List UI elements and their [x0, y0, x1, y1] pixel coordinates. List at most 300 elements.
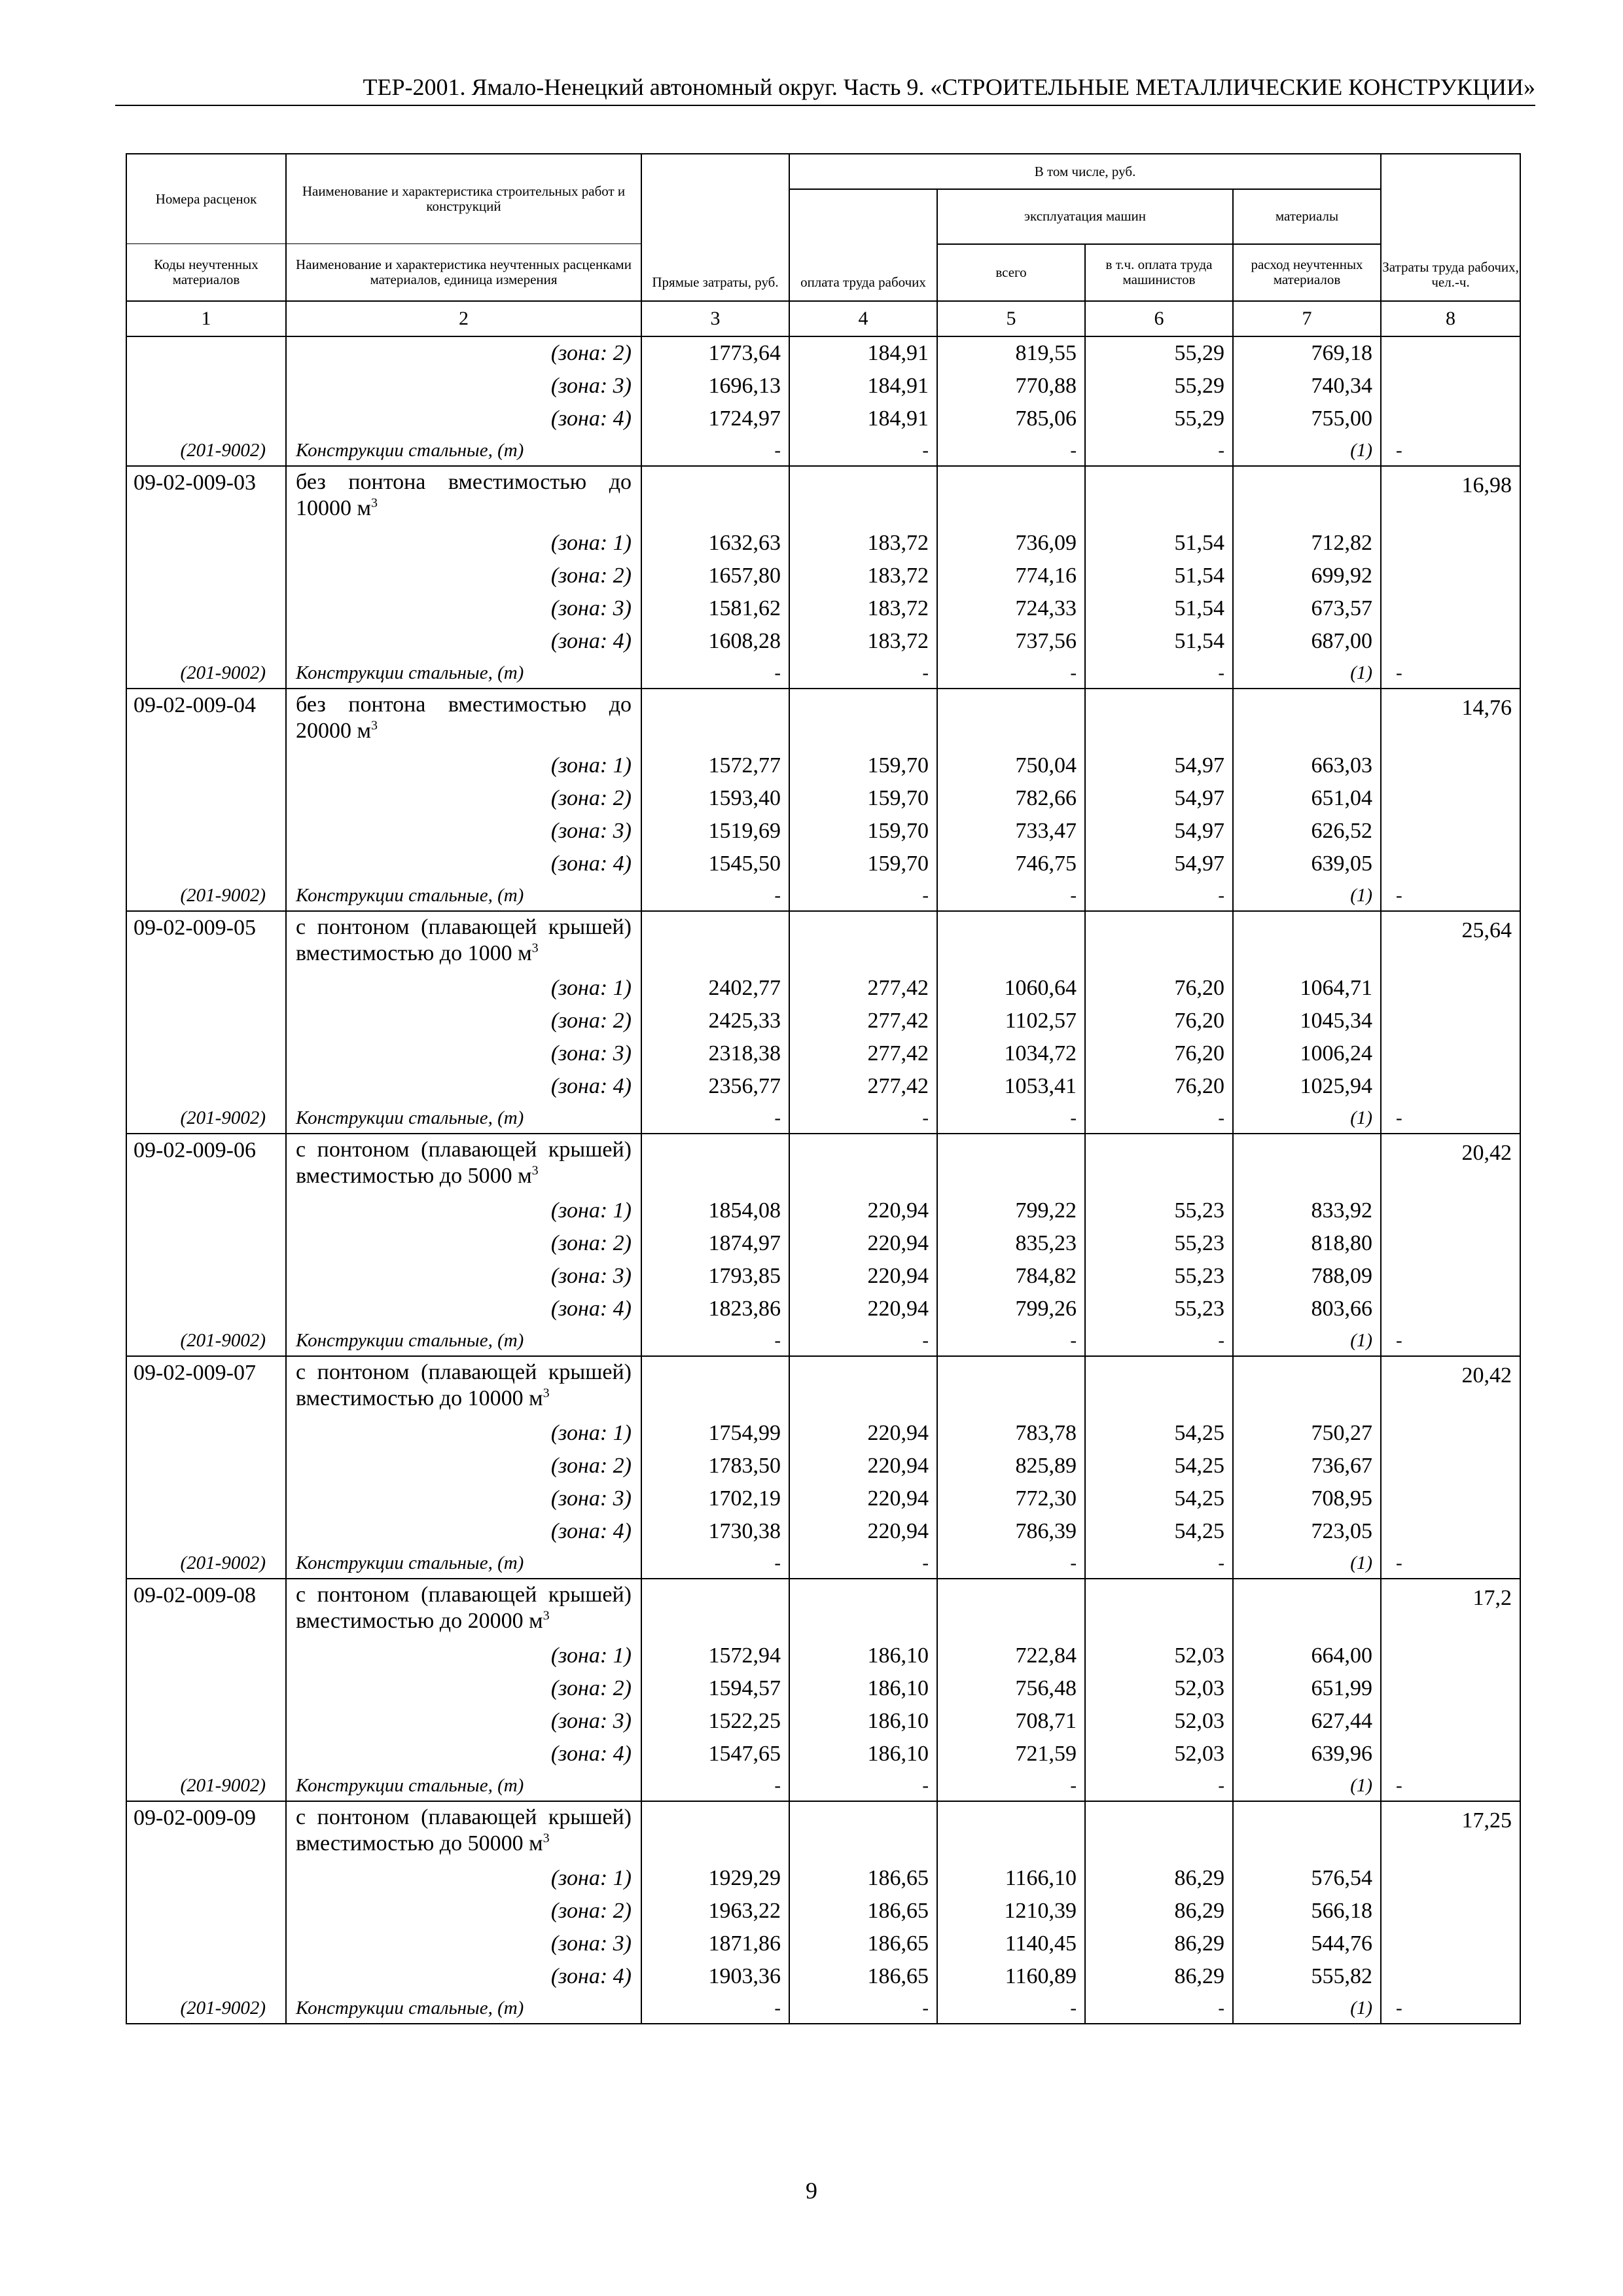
value-cell: 184,91 — [789, 336, 937, 370]
empty-cell — [126, 749, 286, 782]
empty-cell — [1381, 1672, 1520, 1705]
empty-cell — [1381, 1417, 1520, 1450]
empty-cell — [1381, 1705, 1520, 1738]
value-cell: 788,09 — [1233, 1260, 1381, 1293]
empty-cell — [1381, 527, 1520, 560]
value-cell: 784,82 — [937, 1260, 1085, 1293]
value-cell: 1102,57 — [937, 1005, 1085, 1037]
col-number: 2 — [286, 301, 641, 336]
dash-cell: - — [641, 435, 789, 466]
rate-description-text: без понтона вместимостью до 10000 м — [296, 470, 632, 520]
empty-cell — [937, 1801, 1085, 1862]
value-cell: 2356,77 — [641, 1070, 789, 1103]
value-cell: 651,99 — [1233, 1672, 1381, 1705]
dash-cell: - — [937, 658, 1085, 689]
value-cell: 1593,40 — [641, 782, 789, 815]
value-cell: 736,67 — [1233, 1450, 1381, 1482]
empty-cell — [641, 1134, 789, 1194]
value-cell: 1632,63 — [641, 527, 789, 560]
col-number: 6 — [1085, 301, 1233, 336]
col7-heading: расход неучтенных материалов — [1233, 244, 1381, 302]
value-cell: 1053,41 — [937, 1070, 1085, 1103]
col6-heading: в т.ч. оплата труда машинистов — [1085, 244, 1233, 302]
empty-cell — [1381, 1640, 1520, 1672]
empty-cell — [126, 527, 286, 560]
value-cell: 555,82 — [1233, 1960, 1381, 1993]
zone-label: (зона: 2) — [286, 1895, 641, 1928]
dash-cell: - — [789, 435, 937, 466]
dash-cell: - — [937, 880, 1085, 911]
zone-row — [126, 1037, 1520, 1070]
value-cell: 52,03 — [1085, 1640, 1233, 1672]
value-cell: 755,00 — [1233, 403, 1381, 435]
value-cell: 1854,08 — [641, 1194, 789, 1227]
material-name: Конструкции стальные, (т) — [286, 658, 641, 689]
value-cell: 1522,25 — [641, 1705, 789, 1738]
value-cell: 277,42 — [789, 1037, 937, 1070]
rate-title-row — [126, 1134, 1520, 1194]
col1-bottom-heading: Коды неучтенных материалов — [126, 244, 286, 302]
value-cell: 825,89 — [937, 1450, 1085, 1482]
zone-row — [126, 560, 1520, 592]
value-cell: 1783,50 — [641, 1450, 789, 1482]
dash-cell: - — [641, 1770, 789, 1801]
value-cell: 722,84 — [937, 1640, 1085, 1672]
value-cell: 566,18 — [1233, 1895, 1381, 1928]
zone-label: (зона: 4) — [286, 1738, 641, 1770]
value-cell: 186,65 — [789, 1928, 937, 1960]
empty-cell — [1381, 782, 1520, 815]
zone-label: (зона: 3) — [286, 1928, 641, 1960]
material-code: (201-9002) — [126, 435, 286, 466]
empty-cell — [1085, 1356, 1233, 1417]
value-cell: 799,22 — [937, 1194, 1085, 1227]
empty-cell — [1381, 1293, 1520, 1325]
zone-row — [126, 972, 1520, 1005]
value-cell: 1034,72 — [937, 1037, 1085, 1070]
value-cell: 576,54 — [1233, 1862, 1381, 1895]
empty-cell — [1381, 1194, 1520, 1227]
running-header: ТЕР-2001. Ямало-Ненецкий автономный округ. Часть 9. «СТРОИТЕЛЬНЫЕ МЕТАЛЛИЧЕСКИЕ КОНСТРУКЦИИ» — [363, 74, 1535, 100]
empty-cell — [1085, 1134, 1233, 1194]
zone-row — [126, 1672, 1520, 1705]
empty-cell — [1381, 336, 1520, 370]
empty-cell — [126, 1194, 286, 1227]
value-cell: 740,34 — [1233, 370, 1381, 403]
value-cell: 1547,65 — [641, 1738, 789, 1770]
value-cell: 186,10 — [789, 1640, 937, 1672]
zone-label: (зона: 4) — [286, 1960, 641, 1993]
empty-cell — [126, 1293, 286, 1325]
value-cell: 51,54 — [1085, 592, 1233, 625]
empty-cell — [1381, 592, 1520, 625]
value-cell: 750,27 — [1233, 1417, 1381, 1450]
value-cell: 1608,28 — [641, 625, 789, 658]
dash-cell: - — [789, 1770, 937, 1801]
dash-cell: - — [789, 1103, 937, 1134]
material-row — [126, 1993, 1520, 2024]
empty-cell — [641, 911, 789, 972]
empty-cell — [1085, 911, 1233, 972]
empty-cell — [126, 1738, 286, 1770]
value-cell: 1874,97 — [641, 1227, 789, 1260]
value-cell: 1929,29 — [641, 1862, 789, 1895]
value-cell: 277,42 — [789, 1070, 937, 1103]
empty-cell — [1381, 1482, 1520, 1515]
value-cell: 756,48 — [937, 1672, 1085, 1705]
value-cell: 1060,64 — [937, 972, 1085, 1005]
value-cell: 183,72 — [789, 527, 937, 560]
zone-label: (зона: 2) — [286, 1672, 641, 1705]
value-cell: 723,05 — [1233, 1515, 1381, 1548]
zone-label: (зона: 1) — [286, 1862, 641, 1895]
empty-cell — [641, 466, 789, 527]
value-cell: 1754,99 — [641, 1417, 789, 1450]
zone-row — [126, 1960, 1520, 1993]
value-cell: 663,03 — [1233, 749, 1381, 782]
material-name: Конструкции стальные, (т) — [286, 1325, 641, 1356]
zone-row — [126, 1515, 1520, 1548]
value-cell: 1823,86 — [641, 1293, 789, 1325]
rate-code: 09-02-009-04 — [126, 689, 286, 749]
value-cell: 76,20 — [1085, 972, 1233, 1005]
rate-title-row — [126, 1801, 1520, 1862]
dash-cell: - — [1085, 1993, 1233, 2024]
value-cell: 220,94 — [789, 1260, 937, 1293]
value-cell: 708,71 — [937, 1705, 1085, 1738]
empty-cell — [126, 1482, 286, 1515]
value-cell: 1594,57 — [641, 1672, 789, 1705]
empty-cell — [126, 1640, 286, 1672]
dash-cell: - — [937, 1993, 1085, 2024]
value-cell: 750,04 — [937, 749, 1085, 782]
zone-label: (зона: 2) — [286, 1227, 641, 1260]
rate-description — [286, 689, 641, 749]
value-cell: 1696,13 — [641, 370, 789, 403]
material-row — [126, 658, 1520, 689]
dash-cell: - — [1381, 1770, 1520, 1801]
value-cell: 1773,64 — [641, 336, 789, 370]
material-code: (201-9002) — [126, 1548, 286, 1579]
value-cell: 708,95 — [1233, 1482, 1381, 1515]
dash-cell: - — [789, 1993, 937, 2024]
rate-description-text: с понтоном (плавающей крышей) вместимостью до 1000 м — [296, 915, 632, 965]
empty-cell — [1381, 1227, 1520, 1260]
labor-cost: 17,25 — [1381, 1801, 1520, 1862]
value-cell: 2425,33 — [641, 1005, 789, 1037]
value-cell: 639,05 — [1233, 848, 1381, 880]
zone-row — [126, 1293, 1520, 1325]
dash-cell: - — [641, 658, 789, 689]
empty-cell — [126, 1862, 286, 1895]
empty-cell — [126, 1070, 286, 1103]
col2-top-heading: Наименование и характеристика строительных работ и конструкций — [286, 154, 641, 244]
value-cell: 626,52 — [1233, 815, 1381, 848]
rate-description — [286, 1356, 641, 1417]
rate-code: 09-02-009-06 — [126, 1134, 286, 1194]
zone-row — [126, 1260, 1520, 1293]
value-cell: 186,65 — [789, 1862, 937, 1895]
dash-cell: - — [1085, 880, 1233, 911]
value-cell: 54,97 — [1085, 848, 1233, 880]
empty-cell — [126, 1260, 286, 1293]
value-cell: 51,54 — [1085, 527, 1233, 560]
value-cell: 712,82 — [1233, 527, 1381, 560]
zone-row — [126, 592, 1520, 625]
zone-row — [126, 1738, 1520, 1770]
value-cell: 55,23 — [1085, 1194, 1233, 1227]
unit-superscript: 3 — [531, 1163, 539, 1178]
value-cell: 54,25 — [1085, 1482, 1233, 1515]
zone-row — [126, 782, 1520, 815]
zone-row — [126, 1895, 1520, 1928]
dash-cell: - — [641, 1548, 789, 1579]
empty-cell — [126, 403, 286, 435]
value-cell: 55,23 — [1085, 1260, 1233, 1293]
empty-cell — [126, 1895, 286, 1928]
zone-label: (зона: 4) — [286, 403, 641, 435]
zone-row — [126, 403, 1520, 435]
empty-cell — [789, 1801, 937, 1862]
value-cell: 2318,38 — [641, 1037, 789, 1070]
dash-cell: - — [1085, 435, 1233, 466]
empty-cell — [126, 1672, 286, 1705]
zone-label: (зона: 2) — [286, 1450, 641, 1482]
empty-cell — [789, 911, 937, 972]
value-cell: 1006,24 — [1233, 1037, 1381, 1070]
value-cell: 55,29 — [1085, 403, 1233, 435]
material-row — [126, 435, 1520, 466]
value-cell: 1730,38 — [641, 1515, 789, 1548]
col3-heading: Прямые затраты, руб. — [641, 154, 789, 301]
col-number: 4 — [789, 301, 937, 336]
zone-label: (зона: 1) — [286, 1640, 641, 1672]
col-number: 8 — [1381, 301, 1520, 336]
unit-superscript: 3 — [371, 495, 378, 511]
value-cell: 52,03 — [1085, 1705, 1233, 1738]
empty-cell — [1381, 1070, 1520, 1103]
dash-cell: - — [1381, 1103, 1520, 1134]
value-cell: 159,70 — [789, 749, 937, 782]
dash-cell: - — [1381, 880, 1520, 911]
material-name: Конструкции стальные, (т) — [286, 435, 641, 466]
zone-row — [126, 370, 1520, 403]
dash-cell: - — [937, 1325, 1085, 1356]
value-cell: 159,70 — [789, 848, 937, 880]
value-cell: 1903,36 — [641, 1960, 789, 1993]
zone-row — [126, 1862, 1520, 1895]
empty-cell — [126, 782, 286, 815]
dash-cell: - — [641, 1325, 789, 1356]
empty-cell — [789, 689, 937, 749]
zone-label: (зона: 2) — [286, 782, 641, 815]
value-cell: 2402,77 — [641, 972, 789, 1005]
material-qty: (1) — [1233, 880, 1381, 911]
empty-cell — [1233, 1579, 1381, 1640]
material-qty: (1) — [1233, 1770, 1381, 1801]
value-cell: 184,91 — [789, 403, 937, 435]
zone-label: (зона: 1) — [286, 527, 641, 560]
material-qty: (1) — [1233, 1325, 1381, 1356]
value-cell: 54,25 — [1085, 1515, 1233, 1548]
value-cell: 724,33 — [937, 592, 1085, 625]
zone-row — [126, 1417, 1520, 1450]
material-code: (201-9002) — [126, 658, 286, 689]
dash-cell: - — [937, 1770, 1085, 1801]
value-cell: 183,72 — [789, 560, 937, 592]
rate-code: 09-02-009-03 — [126, 466, 286, 527]
value-cell: 651,04 — [1233, 782, 1381, 815]
empty-cell — [1233, 1801, 1381, 1862]
rate-code: 09-02-009-05 — [126, 911, 286, 972]
labor-cost: 14,76 — [1381, 689, 1520, 749]
zone-row — [126, 1194, 1520, 1227]
zone-label: (зона: 3) — [286, 1705, 641, 1738]
empty-cell — [1381, 815, 1520, 848]
zone-row — [126, 527, 1520, 560]
unit-superscript: 3 — [543, 1831, 550, 1846]
empty-cell — [126, 560, 286, 592]
empty-cell — [641, 1579, 789, 1640]
material-row — [126, 880, 1520, 911]
empty-cell — [1381, 1260, 1520, 1293]
dash-cell: - — [1085, 1325, 1233, 1356]
zone-row — [126, 1450, 1520, 1482]
zone-label: (зона: 4) — [286, 625, 641, 658]
empty-cell — [789, 1134, 937, 1194]
col-number: 3 — [641, 301, 789, 336]
materials-heading: материалы — [1233, 189, 1381, 244]
zone-row — [126, 1482, 1520, 1515]
value-cell: 1963,22 — [641, 1895, 789, 1928]
empty-cell — [1381, 1862, 1520, 1895]
value-cell: 55,29 — [1085, 370, 1233, 403]
value-cell: 833,92 — [1233, 1194, 1381, 1227]
zone-label: (зона: 4) — [286, 848, 641, 880]
empty-cell — [1085, 1801, 1233, 1862]
dash-cell: - — [789, 1325, 937, 1356]
empty-cell — [126, 1928, 286, 1960]
empty-cell — [1381, 1895, 1520, 1928]
empty-cell — [1381, 370, 1520, 403]
zone-label: (зона: 2) — [286, 336, 641, 370]
zone-label: (зона: 1) — [286, 749, 641, 782]
empty-cell — [126, 1705, 286, 1738]
value-cell: 1519,69 — [641, 815, 789, 848]
value-cell: 186,10 — [789, 1738, 937, 1770]
value-cell: 1025,94 — [1233, 1070, 1381, 1103]
value-cell: 673,57 — [1233, 592, 1381, 625]
material-qty: (1) — [1233, 1548, 1381, 1579]
value-cell: 1871,86 — [641, 1928, 789, 1960]
value-cell: 1581,62 — [641, 592, 789, 625]
empty-cell — [1381, 1005, 1520, 1037]
zone-label: (зона: 3) — [286, 1482, 641, 1515]
value-cell: 277,42 — [789, 1005, 937, 1037]
value-cell: 159,70 — [789, 782, 937, 815]
value-cell: 186,65 — [789, 1960, 937, 1993]
value-cell: 220,94 — [789, 1450, 937, 1482]
machines-heading: эксплуатация машин — [937, 189, 1233, 244]
material-code: (201-9002) — [126, 880, 286, 911]
value-cell: 86,29 — [1085, 1862, 1233, 1895]
col-number: 1 — [126, 301, 286, 336]
empty-cell — [937, 466, 1085, 527]
material-qty: (1) — [1233, 1103, 1381, 1134]
col1-top-heading: Номера расценок — [126, 154, 286, 244]
empty-cell — [1381, 560, 1520, 592]
dash-cell: - — [1381, 1325, 1520, 1356]
value-cell: 737,56 — [937, 625, 1085, 658]
page-number: 9 — [806, 2178, 817, 2204]
empty-cell — [126, 1417, 286, 1450]
value-cell: 639,96 — [1233, 1738, 1381, 1770]
zone-label: (зона: 4) — [286, 1515, 641, 1548]
value-cell: 54,25 — [1085, 1450, 1233, 1482]
zone-label: (зона: 1) — [286, 1417, 641, 1450]
material-row — [126, 1103, 1520, 1134]
zone-row — [126, 1928, 1520, 1960]
dash-cell: - — [789, 1548, 937, 1579]
material-name: Конструкции стальные, (т) — [286, 1993, 641, 2024]
value-cell: 52,03 — [1085, 1738, 1233, 1770]
empty-cell — [1381, 972, 1520, 1005]
value-cell: 86,29 — [1085, 1895, 1233, 1928]
empty-cell — [126, 1037, 286, 1070]
labor-cost: 16,98 — [1381, 466, 1520, 527]
empty-cell — [126, 815, 286, 848]
dash-cell: - — [1085, 1770, 1233, 1801]
labor-cost: 25,64 — [1381, 911, 1520, 972]
empty-cell — [1381, 625, 1520, 658]
col8-heading: Затраты труда рабочих, чел.-ч. — [1381, 154, 1520, 301]
zone-row — [126, 848, 1520, 880]
empty-cell — [126, 848, 286, 880]
zone-row — [126, 625, 1520, 658]
value-cell: 220,94 — [789, 1482, 937, 1515]
rates-table — [126, 153, 1521, 2024]
col-number: 5 — [937, 301, 1085, 336]
empty-cell — [126, 1515, 286, 1548]
rate-description — [286, 911, 641, 972]
value-cell: 803,66 — [1233, 1293, 1381, 1325]
empty-cell — [1381, 848, 1520, 880]
table-header — [126, 154, 1520, 336]
zone-label: (зона: 2) — [286, 560, 641, 592]
zone-row — [126, 1070, 1520, 1103]
dash-cell: - — [789, 658, 937, 689]
dash-cell: - — [937, 1103, 1085, 1134]
empty-cell — [1381, 749, 1520, 782]
empty-cell — [1233, 466, 1381, 527]
empty-cell — [126, 972, 286, 1005]
zone-row — [126, 1227, 1520, 1260]
table-body — [126, 336, 1520, 2024]
value-cell: 76,20 — [1085, 1037, 1233, 1070]
material-row — [126, 1770, 1520, 1801]
value-cell: 54,97 — [1085, 749, 1233, 782]
zone-label: (зона: 4) — [286, 1293, 641, 1325]
value-cell: 736,09 — [937, 527, 1085, 560]
value-cell: 799,26 — [937, 1293, 1085, 1325]
value-cell: 627,44 — [1233, 1705, 1381, 1738]
value-cell: 1724,97 — [641, 403, 789, 435]
dash-cell: - — [937, 435, 1085, 466]
empty-cell — [126, 1227, 286, 1260]
empty-cell — [1381, 1515, 1520, 1548]
value-cell: 186,65 — [789, 1895, 937, 1928]
value-cell: 819,55 — [937, 336, 1085, 370]
